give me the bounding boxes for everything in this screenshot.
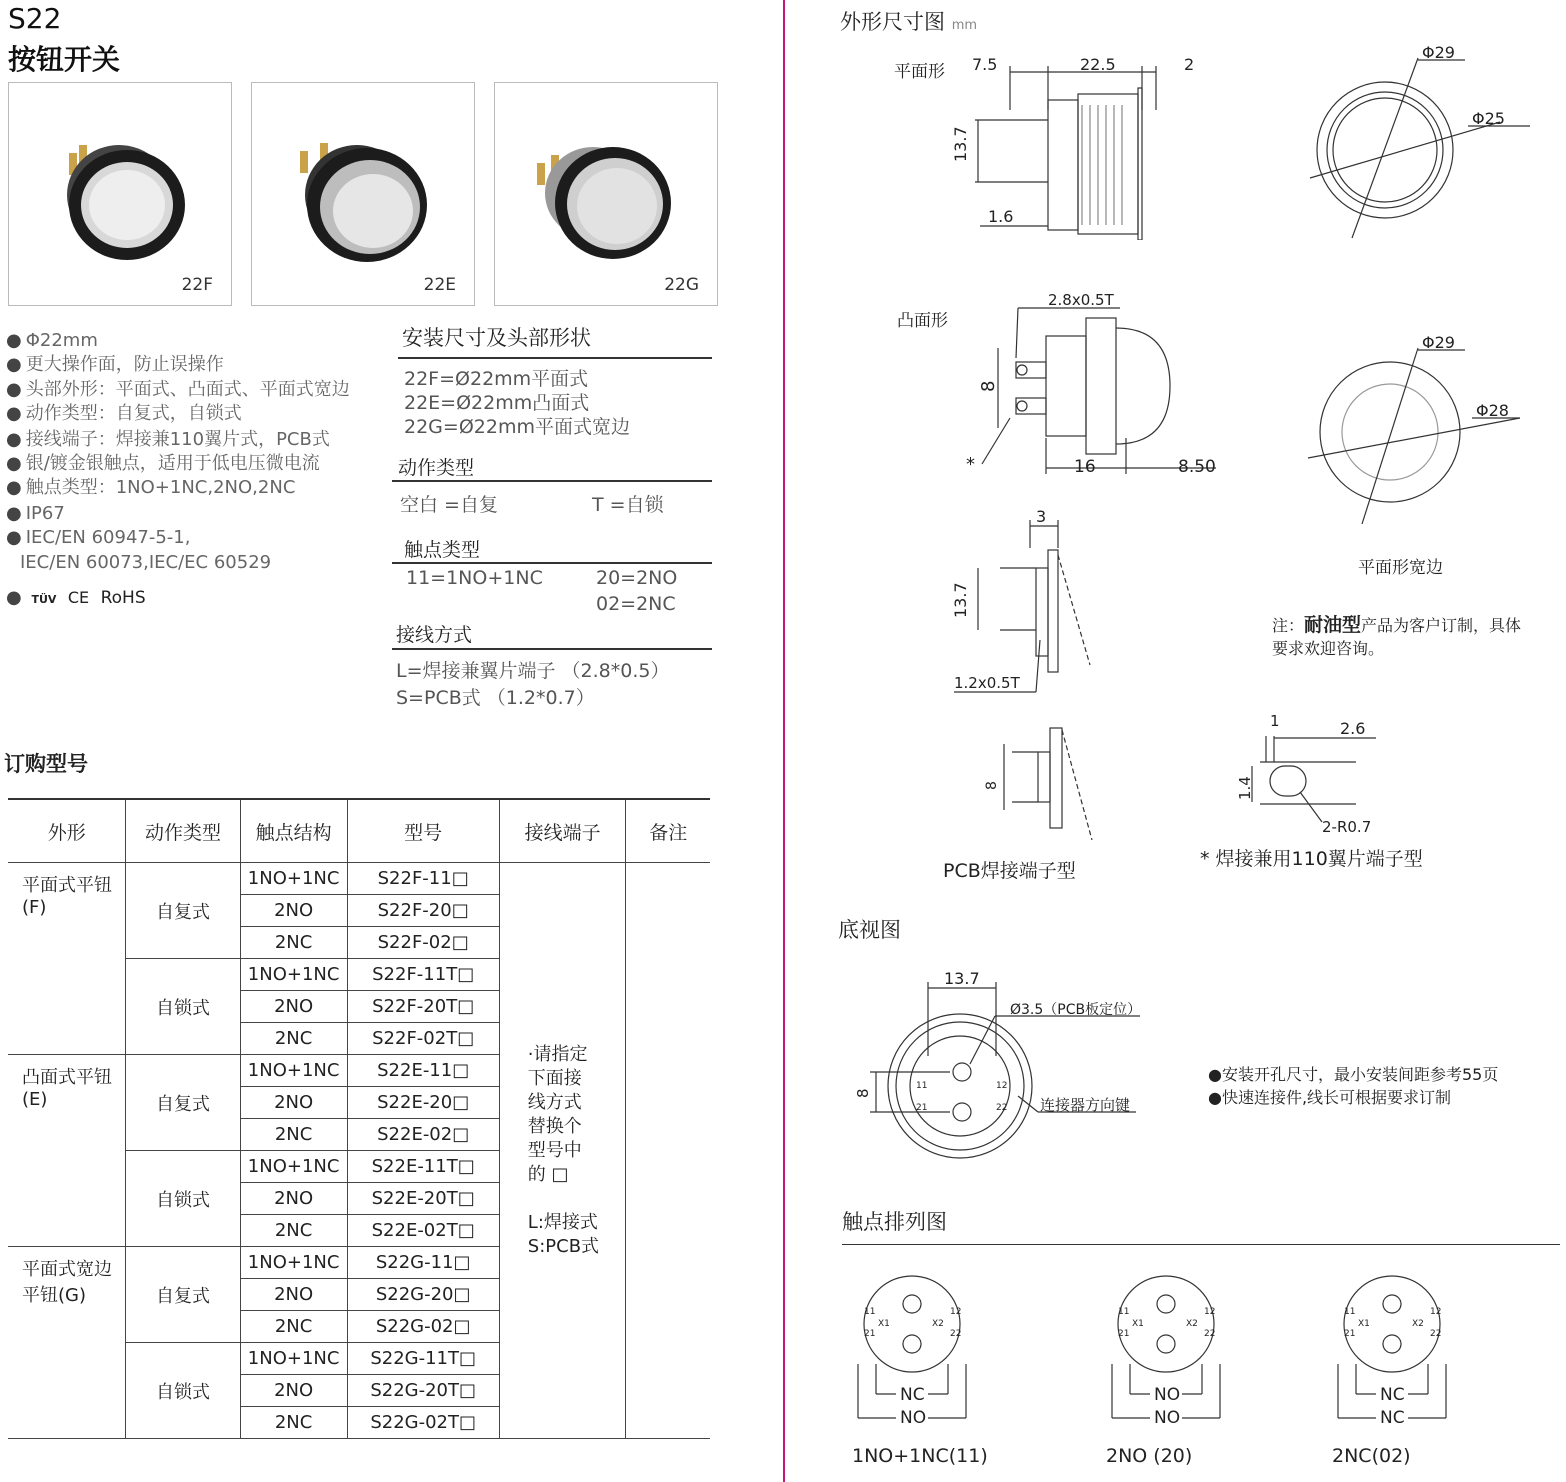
dim-label: 1 — [1270, 712, 1280, 730]
pin-label: X1 — [1132, 1319, 1144, 1329]
head-shape: 22G=Ø22mm平面式宽边 — [404, 416, 630, 438]
remark-cell — [626, 863, 710, 1439]
action-cell: 自复式 — [126, 863, 240, 959]
tab-terminal-label: * 焊接兼用110翼片端子型 — [1200, 848, 1423, 870]
pin-label: X1 — [878, 1319, 890, 1329]
table-header-row — [8, 799, 710, 863]
convex-front-drawing — [1300, 326, 1540, 526]
flat-front-drawing — [1300, 38, 1540, 243]
column-header: 外形 — [8, 799, 126, 863]
model-cell: S22F-02T□ — [347, 1023, 499, 1055]
button-22e-illustration — [252, 83, 474, 305]
photo-caption: 22F — [181, 275, 213, 295]
unit-label: mm — [951, 18, 978, 33]
bottom-view-drawing — [840, 960, 1170, 1170]
terminal-note-line: 线方式 — [527, 1091, 582, 1113]
model-cell: S22G-11T□ — [347, 1343, 499, 1375]
diameter-label: Φ29 — [1422, 43, 1455, 62]
pin-label: 11 — [1118, 1307, 1130, 1317]
action-option: 空白 =自复 — [400, 494, 498, 516]
action-title: 动作类型 — [398, 457, 475, 479]
feature-item: IEC/EN 60073,IEC/EC 60529 — [20, 552, 272, 573]
contact-bottom-label: NO — [900, 1408, 927, 1428]
wiring-title: 接线方式 — [396, 624, 473, 646]
photo-22g — [494, 82, 718, 306]
dim-label: 1.4 — [1236, 776, 1254, 800]
shape-cell: 平面式平钮 (F) — [8, 863, 126, 1055]
model-cell: S22F-20□ — [347, 895, 499, 927]
dim-label: 1.6 — [988, 207, 1014, 226]
convex-side-drawing — [960, 288, 1230, 488]
dim-label: 13.7 — [944, 969, 980, 988]
contact-title: 触点类型 — [404, 539, 481, 561]
wiring-option: L=焊接兼翼片端子 （2.8*0.5） — [396, 660, 670, 682]
dim-label: 8 — [984, 781, 1000, 790]
contact-cell: 2NC — [240, 1311, 347, 1343]
contact-caption: 1NO+1NC(11) — [852, 1445, 988, 1467]
feature-item: ● Φ22mm — [6, 330, 98, 351]
model-cell: S22G-20T□ — [347, 1375, 499, 1407]
pin-label: X1 — [1358, 1319, 1370, 1329]
dim-label: 22.5 — [1080, 55, 1116, 74]
dim-label: 16 — [1074, 457, 1096, 477]
contact-cell: 2NO — [240, 1183, 347, 1215]
model-cell: S22E-11□ — [347, 1055, 499, 1087]
contact-cell: 2NO — [240, 1375, 347, 1407]
dim-label: 7.5 — [972, 55, 998, 74]
terminal-note-line: 型号中 — [527, 1139, 582, 1161]
feature-item: ● IP67 — [6, 503, 65, 524]
contact-cell: 2NO — [240, 1279, 347, 1311]
pcb-side-drawing — [940, 500, 1110, 700]
pin-label: 21 — [1118, 1329, 1130, 1339]
model-cell: S22F-20T□ — [347, 991, 499, 1023]
action-cell: 自锁式 — [126, 1343, 240, 1439]
feature-item: ● 接线端子：焊接兼110翼片式，PCB式 — [6, 429, 330, 450]
divider — [392, 648, 712, 650]
note-bold: 耐油型 — [1304, 614, 1362, 636]
pin-label: 12 — [950, 1307, 962, 1317]
column-header: 备注 — [626, 799, 710, 863]
terminal-note-line: 的 □ — [527, 1163, 569, 1185]
pcb-bottom-drawing — [970, 720, 1110, 850]
terminal-note-line — [500, 1187, 626, 1211]
dim-label: 1.2x0.5T — [954, 674, 1020, 692]
action-cell: 自复式 — [126, 1247, 240, 1343]
pin-label: X2 — [1412, 1319, 1424, 1329]
feature-item: ● 更大操作面，防止误操作 — [6, 354, 224, 375]
pin-label: 12 — [1430, 1307, 1442, 1317]
key-label: 连接器方向键 — [1040, 1096, 1131, 1114]
contact-diagram — [850, 1272, 990, 1442]
diameter-label: Φ28 — [1476, 401, 1509, 420]
pin-label: 22 — [1204, 1329, 1216, 1339]
pin-label: 11 — [916, 1081, 928, 1091]
cert-row: ● TÜV CE RoHS — [6, 587, 146, 608]
contact-cell: 2NC — [240, 927, 347, 959]
terminal-note-line: 替换个 — [527, 1115, 582, 1137]
dim-label: 2 — [1184, 55, 1195, 74]
custom-note-line2: 要求欢迎咨询。 — [1272, 639, 1385, 658]
flat-label: 平面形 — [894, 62, 945, 82]
contact-cell: 2NC — [240, 1119, 347, 1151]
dim-label: 2.8x0.5T — [1048, 291, 1114, 309]
pin-label: 22 — [950, 1329, 962, 1339]
rohs-mark: RoHS — [100, 588, 146, 608]
table-row — [8, 863, 710, 895]
pin-label: 21 — [1344, 1329, 1356, 1339]
photo-caption: 22G — [664, 275, 699, 295]
divider — [392, 562, 712, 564]
diameter-label: Φ29 — [1422, 333, 1455, 352]
model-title: S22 — [8, 2, 62, 35]
dim-label: 13.7 — [951, 582, 970, 618]
contact-option: 11=1NO+1NC — [406, 567, 543, 589]
bottom-view-title: 底视图 — [838, 918, 901, 942]
contact-cell: 2NO — [240, 991, 347, 1023]
dim-label: 3 — [1036, 507, 1047, 526]
contact-top-label: NC — [900, 1385, 925, 1405]
feature-item: ● 头部外形：平面式、凸面式、平面式宽边 — [6, 379, 350, 400]
contact-option: 02=2NC — [596, 593, 676, 615]
contact-diagram — [1104, 1272, 1244, 1442]
terminal-note-line: 下面接 — [527, 1067, 582, 1089]
column-header: 接线端子 — [499, 799, 626, 863]
ce-mark: CE — [67, 588, 90, 607]
wide-label: 平面形宽边 — [1358, 558, 1443, 578]
model-cell: S22G-11□ — [347, 1247, 499, 1279]
contact-bottom-label: NO — [1154, 1408, 1181, 1428]
pin-label: 21 — [916, 1103, 928, 1113]
dim-label: 13.7 — [951, 126, 970, 162]
page-divider — [783, 0, 785, 1482]
head-shape: 22E=Ø22mm凸面式 — [404, 392, 590, 414]
button-22g-illustration — [495, 83, 717, 305]
terminal-note-line: L:焊接式 — [527, 1211, 598, 1233]
photo-22f — [8, 82, 232, 306]
install-title: 安装尺寸及头部形状 — [402, 326, 591, 350]
action-cell: 自锁式 — [126, 1151, 240, 1247]
contact-cell: 1NO+1NC — [240, 1247, 347, 1279]
photo-caption: 22E — [423, 275, 456, 295]
action-cell: 自复式 — [126, 1055, 240, 1151]
model-cell: S22F-02□ — [347, 927, 499, 959]
contact-cell: 1NO+1NC — [240, 1343, 347, 1375]
contact-cell: 2NO — [240, 895, 347, 927]
flat-side-drawing — [940, 50, 1230, 240]
contact-cell: 2NO — [240, 1087, 347, 1119]
contact-top-label: NO — [1154, 1385, 1181, 1405]
tuv-logo: TÜV — [31, 593, 57, 606]
model-cell: S22E-02□ — [347, 1119, 499, 1151]
feature-item: ● 动作类型：自复式，自锁式 — [6, 403, 242, 424]
pin-label: 11 — [864, 1307, 876, 1317]
pin-label: 22 — [996, 1103, 1008, 1113]
model-cell: S22E-11T□ — [347, 1151, 499, 1183]
model-cell: S22G-20□ — [347, 1279, 499, 1311]
tab-terminal-drawing — [1230, 706, 1410, 836]
column-header: 触点结构 — [240, 799, 347, 863]
dims-title: 外形尺寸图 mm — [840, 10, 978, 34]
contact-diagram — [1330, 1272, 1470, 1442]
model-cell: S22G-02□ — [347, 1311, 499, 1343]
contact-top-label: NC — [1380, 1385, 1405, 1405]
dim-label: * — [966, 454, 975, 475]
pin-label: 11 — [1344, 1307, 1356, 1317]
action-option: T =自锁 — [592, 494, 664, 516]
contact-diagram-title: 触点排列图 — [842, 1210, 947, 1234]
contact-cell: 1NO+1NC — [240, 1055, 347, 1087]
convex-label: 凸面形 — [897, 311, 948, 331]
dim-label: Ø3.5（PCB板定位） — [1010, 1002, 1142, 1018]
contact-cell: 1NO+1NC — [240, 1151, 347, 1183]
dim-label: 2.6 — [1340, 719, 1366, 738]
button-22f-illustration — [9, 83, 231, 305]
product-name: 按钮开关 — [8, 43, 121, 76]
feature-item: ● 触点类型：1NO+1NC,2NO,2NC — [6, 477, 296, 498]
divider — [392, 480, 712, 482]
pin-label: 21 — [864, 1329, 876, 1339]
contact-cell: 2NC — [240, 1023, 347, 1055]
photo-22e — [251, 82, 475, 306]
dim-label: 8 — [978, 380, 999, 392]
terminal-note-line: S:PCB式 — [527, 1235, 600, 1257]
contact-caption: 2NC(02) — [1332, 1445, 1411, 1467]
dim-label: 8 — [854, 1088, 872, 1098]
model-cell: S22F-11T□ — [347, 959, 499, 991]
order-table — [8, 798, 710, 1439]
dim-label: 2-R0.7 — [1322, 818, 1372, 836]
model-cell: S22E-20□ — [347, 1087, 499, 1119]
pcb-terminal-label: PCB焊接端子型 — [943, 860, 1076, 882]
contact-caption: 2NO (20) — [1106, 1445, 1193, 1467]
contact-cell: 2NC — [240, 1215, 347, 1247]
shape-cell: 凸面式平钮 (E) — [8, 1055, 126, 1247]
feature-item: ● IEC/EN 60947-5-1, — [6, 527, 191, 548]
terminal-note-line: ·请指定 — [527, 1043, 588, 1065]
model-cell: S22F-11□ — [347, 863, 499, 895]
divider — [842, 1244, 1560, 1245]
contact-bottom-label: NC — [1380, 1408, 1405, 1428]
pin-label: 12 — [996, 1081, 1008, 1091]
install-note: ●快速连接件,线长可根据要求订制 — [1208, 1088, 1452, 1107]
order-title: 订购型号 — [4, 752, 88, 776]
pin-label: X2 — [1186, 1319, 1198, 1329]
column-header: 动作类型 — [126, 799, 240, 863]
column-header: 型号 — [347, 799, 499, 863]
install-note: ●安装开孔尺寸，最小安装间距参考55页 — [1208, 1065, 1499, 1084]
feature-item: ● 银/镀金银触点，适用于低电压微电流 — [6, 453, 320, 474]
contact-cell: 1NO+1NC — [240, 959, 347, 991]
terminal-note-cell — [499, 863, 626, 1439]
head-shape: 22F=Ø22mm平面式 — [404, 368, 589, 390]
model-cell: S22G-02T□ — [347, 1407, 499, 1439]
model-cell: S22E-20T□ — [347, 1183, 499, 1215]
model-cell: S22E-02T□ — [347, 1215, 499, 1247]
shape-cell: 平面式宽边 平钮(G) — [8, 1247, 126, 1439]
diameter-label: Φ25 — [1472, 109, 1505, 128]
pin-label: 12 — [1204, 1307, 1216, 1317]
contact-option: 20=2NO — [596, 567, 678, 589]
wiring-option: S=PCB式 （1.2*0.7） — [396, 687, 595, 709]
action-cell: 自锁式 — [126, 959, 240, 1055]
contact-cell: 2NC — [240, 1407, 347, 1439]
pin-label: 22 — [1430, 1329, 1442, 1339]
divider — [398, 357, 712, 359]
pin-label: X2 — [932, 1319, 944, 1329]
contact-cell: 1NO+1NC — [240, 863, 347, 895]
custom-note: 注：耐油型产品为客户订制，具体 — [1272, 614, 1522, 636]
dim-label: 8.50 — [1178, 457, 1216, 477]
